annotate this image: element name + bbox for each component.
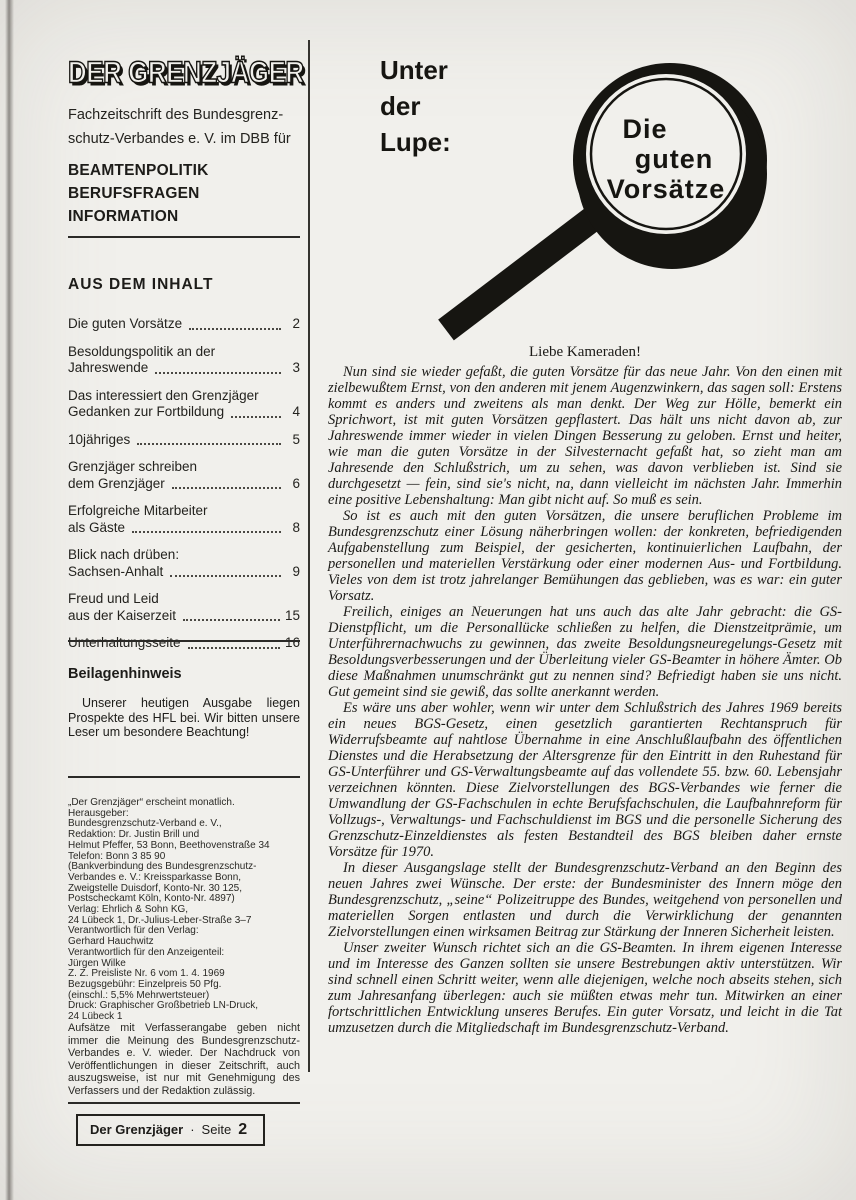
- toc-item: [68, 503, 300, 536]
- topic-line: BERUFSFRAGEN: [68, 185, 200, 202]
- toc-dot-leader: [137, 443, 281, 445]
- toc-dot-leader: [183, 619, 280, 621]
- imprint-line: 24 Lübeck 1: [68, 1011, 123, 1023]
- right-column: [328, 40, 842, 1170]
- imprint-line: Verbandes e. V.: Kreissparkasse Bonn,: [68, 871, 242, 883]
- toc-entry-title: Das interessiert den Grenzjäger: [68, 387, 259, 403]
- article-body: [328, 364, 842, 1036]
- imprint-line: „Der Grenzjäger“ erscheint monatlich.: [68, 797, 235, 808]
- article-paragraph: Es wäre uns aber wohler, wenn wir unter dem Schlußstrich des Jahres 1969 bereits ein neues BGS-Gesetz, einen gesetzlich garantierten Rechtanspruch für Widerrufsbeamte auf nahtlose Übernahme in eine Anschlußlaufbahn des öffentlichen Dienstes und die Herabsetzung der Altersgrenze für den Eintritt in den Ruhestand für GS-Unterführer und GS-Verwaltungsbeamte auf das vollendete 55. bzw. 60. Lebensjahr verzeichnen könnten. Diese Zielvorstellungen des BGS-Verbandes wie ferner die Umwandlung der GS-Fachschulen in echte Berufsfachschulen, die Laufbahnreform für Vollzugs-, Verwaltungs- und Fachschuldienst im BGS und die personelle Sicherung des Grenzschutz-Einzeldienstes als festen Bestandteil des BGS bleiben daher ernste Vorsätze für 1970.: [328, 700, 842, 860]
- journal-subtitle: [68, 103, 300, 151]
- toc-dot-leader: [170, 575, 281, 577]
- imprint-line: Bezugsgebühr: Einzelpreis 50 Pfg.: [68, 978, 222, 990]
- toc-entry-page-number: 3: [292, 360, 300, 375]
- toc-entry-title: Blick nach drüben:: [68, 547, 180, 562]
- page-footer-box: [76, 1114, 265, 1146]
- imprint-line: (einschl.: 5,5% Mehrwertsteuer): [68, 989, 210, 1001]
- horizontal-rule: [68, 1102, 300, 1104]
- toc-entry-page-number: 16: [284, 635, 300, 650]
- toc-entry-title: Grenzjäger schreiben: [68, 459, 198, 474]
- toc-item: [68, 432, 300, 449]
- toc-item: [68, 344, 300, 377]
- toc-entry-page-number: 6: [292, 475, 300, 491]
- toc-entry-page-number: 9: [292, 563, 300, 579]
- editorial-article: [328, 343, 842, 1036]
- subtitle-line: Fachzeitschrift des Bundesgrenz-: [68, 107, 284, 123]
- imprint-line: (Bankverbindung des Bundesgrenzschutz-: [68, 861, 257, 873]
- toc-entry-page-number: 15: [284, 607, 300, 623]
- toc-entry-title: Jahreswende: [68, 360, 149, 375]
- toc-dot-leader: [172, 487, 281, 489]
- imprint-line: Gerhard Hauchwitz: [68, 936, 154, 948]
- imprint-line: Postscheckamt Köln, Konto-Nr. 4897): [68, 893, 235, 905]
- imprint: [68, 798, 300, 1023]
- imprint-line: Helmut Pfeffer, 53 Bonn, Beethovenstraße 34: [68, 839, 270, 851]
- toc-entry-page-number: 4: [292, 404, 300, 419]
- scan-spine-shadow: [5, 0, 14, 1200]
- toc-dot-leader: [132, 531, 281, 533]
- imprint-line: Herausgeber:: [68, 807, 129, 819]
- imprint-line: Bundesgrenzschutz-Verband e. V.,: [68, 818, 222, 830]
- toc-entry-page-number: 8: [292, 519, 300, 535]
- kicker-line: Lupe:: [380, 127, 451, 157]
- toc-item: [68, 316, 300, 333]
- imprint-line: Verantwortlich für den Anzeigenteil:: [68, 946, 225, 958]
- toc-dot-leader: [189, 328, 281, 330]
- lens-title-line: guten: [634, 144, 714, 174]
- article-salutation: Liebe Kameraden!: [528, 344, 642, 360]
- toc-item: [68, 591, 300, 624]
- topic-line: BEAMTENPOLITIK: [68, 162, 209, 179]
- footer-page-label: Seite: [201, 1122, 232, 1137]
- toc-item: [68, 547, 300, 580]
- horizontal-rule: [68, 640, 300, 642]
- toc-entry-title: aus der Kaiserzeit: [68, 607, 177, 623]
- toc-entry-title: 10jähriges: [68, 431, 131, 447]
- topic-line: INFORMATION: [68, 208, 179, 225]
- imprint-line: Jürgen Wilke: [68, 957, 126, 969]
- toc-item: [68, 459, 300, 492]
- imprint-line: Redaktion: Dr. Justin Brill und: [68, 829, 200, 841]
- toc-entry-title: Freud und Leid: [68, 591, 159, 606]
- subtitle-line: schutz-Verbandes e. V. im DBB für: [68, 131, 291, 147]
- toc-dot-leader: [231, 416, 281, 418]
- toc-list: [68, 316, 300, 663]
- toc-dot-leader: [155, 372, 281, 374]
- toc-dot-leader: [188, 647, 280, 649]
- imprint-line: 24 Lübeck 1, Dr.-Julius-Leber-Straße 3–7: [68, 914, 252, 926]
- toc-entry-title: als Gäste: [68, 519, 126, 535]
- toc-entry-page-number: 5: [292, 431, 300, 447]
- toc-item: [68, 635, 300, 652]
- article-paragraph: Freilich, einiges an Neuerungen hat uns auch das alte Jahr gebracht: die GS-Dienstpflicht, um die Personallücke schließen zu helfen, die Dienstzeitprämie, um Unterführernachwuchs zu gewinnen, das zweite Besoldungsneuregelungs-Gesetz mit Besoldungsverbesserungen und der Überleitung vieler GS-Beamter in höhere Ämter. Ob diese Maßnahmen unumschränkt gut zu nennen sind? Befriedigt haben sie uns nicht. Gut gemeint sind sie gewiß, das sollte anerkannt werden.: [328, 604, 842, 700]
- toc-item: [68, 388, 300, 421]
- imprint-line: Zweigstelle Duisdorf, Konto-Nr. 30 125,: [68, 882, 242, 894]
- footer-separator: ·: [190, 1122, 195, 1137]
- kicker-line: der: [380, 91, 421, 121]
- left-column: [68, 48, 304, 1200]
- toc-entry-title: dem Grenzjäger: [68, 475, 165, 491]
- toc-entry-title: Gedanken zur Fortbildung: [68, 404, 225, 419]
- column-divider-rule: [308, 40, 310, 1072]
- toc-entry-title: Sachsen-Anhalt: [68, 563, 164, 579]
- footer-page-number: 2: [238, 1121, 248, 1138]
- insert-note-body: Unserer heutigen Ausgabe liegen Prospekte des HFL bei. Wir bitten unsere Leser um besondere Beachtung!: [68, 696, 300, 739]
- toc-heading: AUS DEM INHALT: [68, 276, 214, 293]
- toc-entry-title: Erfolgreiche Mitarbeiter: [68, 503, 208, 518]
- toc-entry-title: Besoldungspolitik an der: [68, 343, 216, 359]
- journal-topics: [68, 159, 300, 228]
- journal-logo: DER GRENZJÄGER: [68, 54, 304, 90]
- imprint-line: Druck: Graphischer Großbetrieb LN-Druck,: [68, 1000, 259, 1012]
- horizontal-rule: [68, 776, 300, 778]
- imprint-line: Telefon: Bonn 3 85 90: [68, 850, 166, 862]
- imprint-line: Z. Z. Preisliste Nr. 6 vom 1. 4. 1969: [68, 968, 225, 980]
- imprint-line: Verlag: Ehrlich & Sohn KG,: [68, 904, 189, 916]
- feature-kicker: [380, 52, 451, 160]
- masthead: [68, 54, 304, 228]
- article-paragraph: Unser zweiter Wunsch richtet sich an die GS-Beamten. In ihrem eigenen Interesse und im Interesse des Ganzen sollten sie unsere Bestrebungen aktiv unterstützen. Wir sind schnell einen Schritt weiter, wenn alle diejenigen, welche noch abseits stehen, sich zum Jahresanfang überlegen: auch sie müßten etwas mehr tun. Mitwirken an einer fortschrittlichen Entwicklung unseres Berufes. Ein guter Vorsatz, und leicht in die Tat umzusetzen durch die Mitgliedschaft im Bundesgrenzschutz-Verband.: [328, 940, 842, 1036]
- article-paragraph: In dieser Ausgangslage stellt der Bundesgrenzschutz-Verband an den Beginn des neuen Jahres zwei Wünsche. Der erste: der Bundesminister des Innern möge den Bundesgrenzschutz, „seine“ Polizeitruppe des Bundes, weitgehend von personellen und materiellen Sorgen entlasten und durch die Verwirklichung der genannten Zielvorstellungen einen wirksamen Beitrag zur Stärkung der Inneren Sicherheit leisten.: [328, 860, 842, 940]
- kicker-line: Unter: [380, 55, 448, 85]
- horizontal-rule: [68, 236, 300, 238]
- toc-entry-title: Unterhaltungsseite: [68, 635, 181, 650]
- insert-note: [68, 666, 300, 740]
- footer-journal-name: Der Grenzjäger: [90, 1122, 184, 1137]
- toc-entry-page-number: 2: [292, 316, 300, 331]
- lens-title-line: Die: [622, 114, 668, 144]
- lens-title-line: Vorsätze: [606, 174, 726, 204]
- article-paragraph: Nun sind sie wieder gefaßt, die guten Vorsätze für das neue Jahr. Von den einen mit zielbewußtem Ernst, von den anderen mit jenem Augenzwinkern, das sagen soll: Erstens kommt es anders und zweitens als man denkt. Der Weg zur Hölle, bemerkt ein Sprichwort, ist mit guten Vorsätzen gepflastert. Das hält uns nicht davon ab, zur Jahreswende immer wieder in vielen Dingen Besserung zu geloben. Ernst und heiter, wie man die guten Vorsätze in der Silvesternacht gefaßt hat, so zieht man am Jahresende den Schlußstrich, um zu sehen, was davon verblieben ist. Sind sie durchgesetzt — fein, sind sie's nicht, na, dann vielleicht im nächsten Jahr. Immerhin eine positive Lebenshaltung: Man gibt nicht auf. So muß es sein.: [328, 364, 842, 508]
- insert-note-heading: Beilagenhinweis: [68, 666, 182, 682]
- toc-entry-title: Die guten Vorsätze: [68, 316, 183, 331]
- imprint-line: Verantwortlich für den Verlag:: [68, 925, 199, 937]
- article-paragraph: So ist es auch mit den guten Vorsätzen, die unsere beruflichen Probleme im Bundesgrenzschutz einer Lösung näherbringen wollen: der konkreten, befriedigenden Aufgabenstellung zum Beispiel, der gesicherten, kontinuierlichen Laufbahn, der personellen und materiellen Verstärkung oder einer modernen Aus- und Fortbildung. Vieles von dem ist trotz jahrelanger Bemühungen das geblieben, was es war: ein guter Vorsatz.: [328, 508, 842, 604]
- disclaimer-note: Aufsätze mit Verfasserangabe geben nicht immer die Meinung des Bundesgrenzschutz-Verbandes e. V. wieder. Der Nachdruck von Veröffentlichungen in dieser Zeitschrift, auch auszugsweise, ist nur mit Genehmigung des Verfassers und der Redaktion zulässig.: [68, 1022, 300, 1097]
